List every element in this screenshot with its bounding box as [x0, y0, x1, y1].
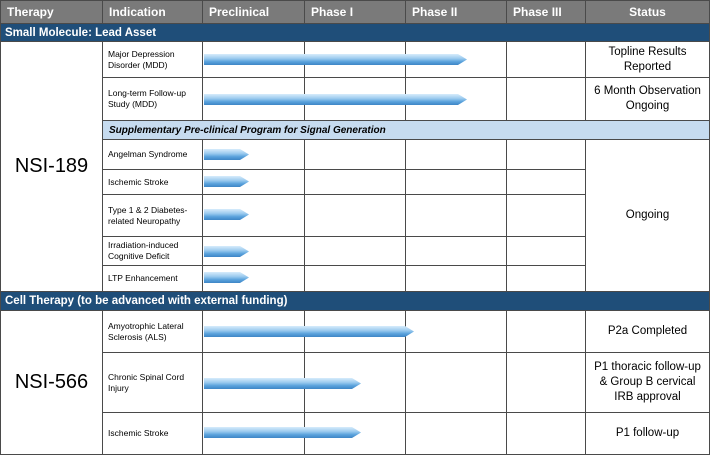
- grid-cell: [405, 194, 507, 237]
- header-indication: Indication: [102, 0, 203, 24]
- grid-cell: [405, 265, 507, 292]
- grid-cell: [506, 194, 586, 237]
- therapy-nsi189: NSI-189: [0, 41, 103, 292]
- progress-arrow-mdd: [204, 54, 467, 65]
- grid-cell: [405, 412, 507, 455]
- progress-arrow-als: [204, 326, 414, 337]
- status-als: P2a Completed: [585, 310, 710, 353]
- progress-arrow-mdd-followup: [204, 94, 467, 105]
- grid-cell: [304, 139, 406, 170]
- indication-spinal-cord-injury: Chronic Spinal Cord Injury: [102, 352, 203, 413]
- indication-ischemic-stroke-566: Ischemic Stroke: [102, 412, 203, 455]
- grid-cell: [506, 412, 586, 455]
- progress-arrow-irradiation-cognitive: [204, 246, 249, 257]
- indication-angelman: Angelman Syndrome: [102, 139, 203, 170]
- grid-cell: [405, 352, 507, 413]
- header-preclinical: Preclinical: [202, 0, 305, 24]
- grid-cell: [506, 139, 586, 170]
- indication-als: Amyotrophic Lateral Sclerosis (ALS): [102, 310, 203, 353]
- grid-cell: [506, 236, 586, 266]
- progress-arrow-diabetes-neuropathy: [204, 209, 249, 220]
- grid-cell: [405, 310, 507, 353]
- therapy-nsi566: NSI-566: [0, 310, 103, 455]
- grid-cell: [506, 169, 586, 195]
- grid-cell: [304, 194, 406, 237]
- progress-arrow-angelman: [204, 149, 249, 160]
- status-ischemic-stroke-566: P1 follow-up: [585, 412, 710, 455]
- section-cell-therapy: Cell Therapy (to be advanced with external funding): [0, 291, 710, 311]
- indication-irradiation-cognitive: Irradiation-induced Cognitive Deficit: [102, 236, 203, 266]
- grid-cell: [304, 236, 406, 266]
- status-preclinical-ongoing: Ongoing: [585, 139, 710, 292]
- indication-mdd: Major Depression Disorder (MDD): [102, 41, 203, 78]
- header-status: Status: [585, 0, 710, 24]
- progress-arrow-ischemic-stroke-566: [204, 427, 361, 438]
- header-phase2: Phase II: [405, 0, 507, 24]
- indication-ischemic-stroke-189: Ischemic Stroke: [102, 169, 203, 195]
- progress-arrow-ischemic-stroke-189: [204, 176, 249, 187]
- header-phase3: Phase III: [506, 0, 586, 24]
- progress-arrow-ltp-enhancement: [204, 272, 249, 283]
- grid-cell: [506, 265, 586, 292]
- status-mdd: Topline Results Reported: [585, 41, 710, 78]
- status-mdd-followup: 6 Month Observation Ongoing: [585, 77, 710, 121]
- header-therapy: Therapy: [0, 0, 103, 24]
- grid-cell: [304, 265, 406, 292]
- indication-diabetes-neuropathy: Type 1 & 2 Diabetes-related Neuropathy: [102, 194, 203, 237]
- header-phase1: Phase I: [304, 0, 406, 24]
- grid-cell: [506, 352, 586, 413]
- section-small-molecule: Small Molecule: Lead Asset: [0, 23, 710, 42]
- grid-cell: [405, 139, 507, 170]
- indication-ltp-enhancement: LTP Enhancement: [102, 265, 203, 292]
- grid-cell: [506, 77, 586, 121]
- progress-arrow-spinal-cord-injury: [204, 378, 361, 389]
- grid-cell: [304, 169, 406, 195]
- grid-cell: [405, 169, 507, 195]
- supplementary-program-bar: Supplementary Pre-clinical Program for Signal Generation: [102, 120, 710, 140]
- status-spinal-cord-injury: P1 thoracic follow-up & Group B cervical IRB approval: [585, 352, 710, 413]
- grid-cell: [506, 41, 586, 78]
- grid-cell: [506, 310, 586, 353]
- indication-mdd-followup: Long-term Follow-up Study (MDD): [102, 77, 203, 121]
- grid-cell: [405, 236, 507, 266]
